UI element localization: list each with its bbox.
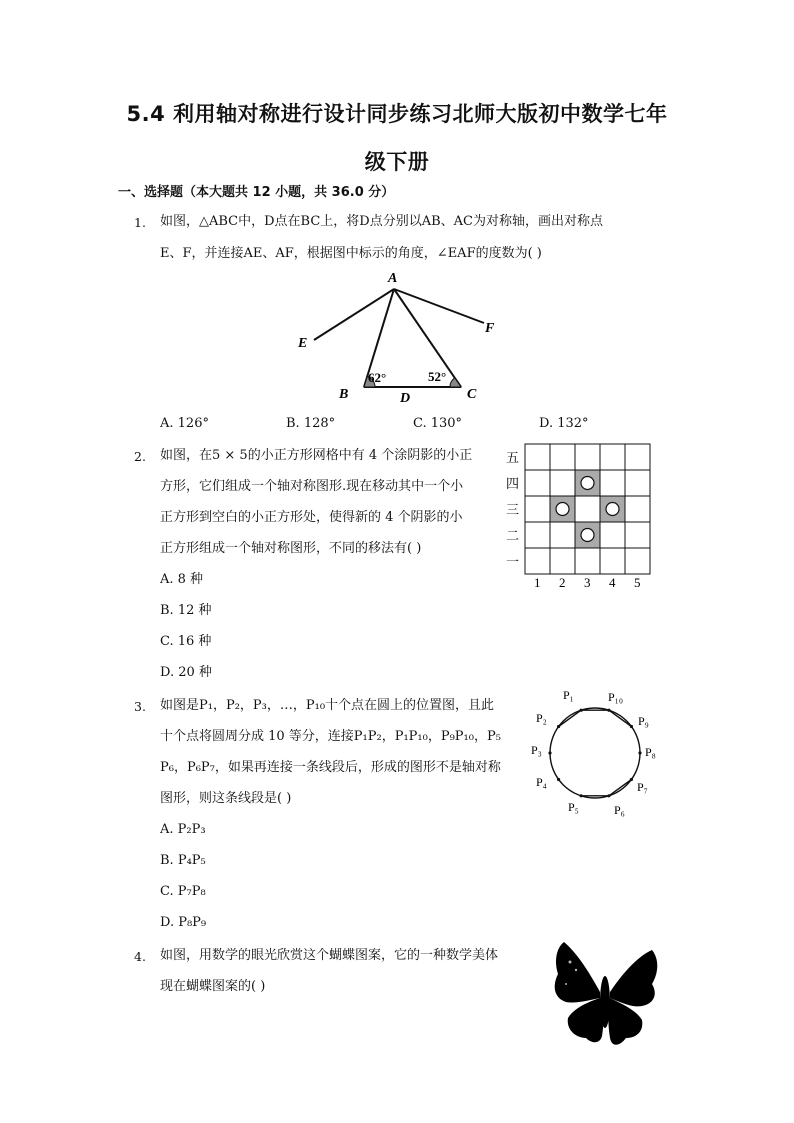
line-ae (314, 289, 394, 340)
circle (550, 708, 640, 798)
label-e: E (298, 336, 308, 351)
q2-option-a[interactable]: A. 8 种 (160, 572, 204, 587)
page-title-line2: 级下册 (364, 150, 430, 174)
q3-text-line4: 图形，则这条线段是( ) (160, 791, 292, 806)
q3-number: 3. (134, 699, 146, 714)
q2-option-d[interactable]: D. 20 种 (160, 665, 212, 680)
q3-text-line3: P₆，P₆P₇，如果再连接一条线段后，形成的图形不是轴对称 (160, 760, 501, 775)
q3-option-a[interactable]: A. P₂P₃ (160, 822, 206, 837)
q3-text-line1: 如图是P₁，P₂，P₃，…，P₁₀十个点在圆上的位置图，且此 (160, 698, 495, 713)
label-p6: P₆ (614, 803, 625, 817)
angle-c-label: 52° (428, 369, 447, 384)
line-af (394, 289, 484, 323)
row-label: 三 (506, 502, 520, 517)
q2-option-c[interactable]: C. 16 种 (160, 634, 212, 649)
q2-text-line1: 如图，在5 × 5的小正方形网格中有 4 个涂阴影的小正 (160, 448, 473, 463)
q3-option-c[interactable]: C. P₇P₈ (160, 884, 206, 899)
q4-number: 4. (134, 949, 146, 964)
col-label: 1 (534, 575, 541, 590)
label-p9: P₉ (638, 714, 649, 728)
q1-option-a[interactable]: A. 126° (160, 416, 209, 431)
row-label: 四 (506, 476, 520, 491)
q4-text-line2: 现在蝴蝶图案的( ) (160, 979, 266, 994)
section-header: 一、选择题（本大题共 12 小题，共 36.0 分） (118, 185, 395, 200)
page-title: 5.4 利用轴对称进行设计同步练习北师大版初中数学七年 (126, 102, 668, 126)
label-p1: P₁ (563, 688, 574, 702)
label-p5: P₅ (568, 800, 579, 814)
q1-text-line2: E、F，并连接AE、AF，根据图中标示的角度，∠EAF的度数为( ) (160, 246, 542, 261)
label-d: D (400, 391, 411, 406)
circle-mark (606, 503, 619, 516)
grid-lines (525, 444, 650, 574)
col-label: 3 (584, 575, 591, 590)
q1-text-line1: 如图，△ABC中，D点在BC上，将D点分别以AB、AC为对称轴，画出对称点 (160, 214, 603, 229)
col-label: 2 (559, 575, 566, 590)
q2-option-b[interactable]: B. 12 种 (160, 603, 212, 618)
q3-option-d[interactable]: D. P₈P₉ (160, 915, 207, 930)
q1-option-b[interactable]: B. 128° (286, 416, 336, 431)
label-b: B (339, 387, 349, 402)
label-p10: P₁₀ (608, 690, 624, 704)
q1-number: 1. (134, 215, 146, 230)
circle-mark (556, 503, 569, 516)
row-label: 二 (506, 528, 520, 543)
q3-option-b[interactable]: B. P₄P₅ (160, 853, 206, 868)
label-p7: P₇ (637, 780, 648, 794)
q2-text-line3: 正方形到空白的小正方形处，使得新的 4 个阴影的小 (160, 510, 463, 525)
q3-text-line2: 十个点将圆周分成 10 等分，连接P₁P₂，P₁P₁₀，P₉P₁₀，P₅ (160, 729, 501, 744)
label-p4: P₄ (536, 775, 547, 789)
label-a: A (388, 271, 398, 286)
butterfly-image (548, 940, 663, 1052)
q4-text-line1: 如图，用数学的眼光欣赏这个蝴蝶图案，它的一种数学美体 (160, 948, 499, 963)
label-p2: P₂ (536, 711, 547, 725)
q1-option-d[interactable]: D. 132° (539, 416, 589, 431)
q1-triangle-figure (290, 266, 510, 406)
angle-b-label: 62° (368, 370, 387, 385)
circle-mark (581, 477, 594, 490)
label-p8: P₈ (645, 745, 656, 759)
q2-text-line4: 正方形组成一个轴对称图形，不同的移法有( ) (160, 541, 422, 556)
col-label: 5 (634, 575, 641, 590)
row-label: 五 (506, 450, 520, 465)
q3-circle-figure (525, 683, 665, 823)
chords (559, 710, 632, 796)
q2-number: 2. (134, 449, 146, 464)
row-label: 一 (506, 554, 520, 569)
angle-c-mark (450, 378, 461, 387)
q1-option-c[interactable]: C. 130° (413, 416, 463, 431)
q2-grid-figure (502, 440, 662, 590)
label-f: F (485, 321, 495, 336)
label-p3: P₃ (531, 743, 542, 757)
label-c: C (467, 387, 477, 402)
circle-mark (581, 529, 594, 542)
col-label: 4 (609, 575, 616, 590)
q2-text-line2: 方形，它们组成一个轴对称图形.现在移动其中一个小 (160, 479, 464, 494)
